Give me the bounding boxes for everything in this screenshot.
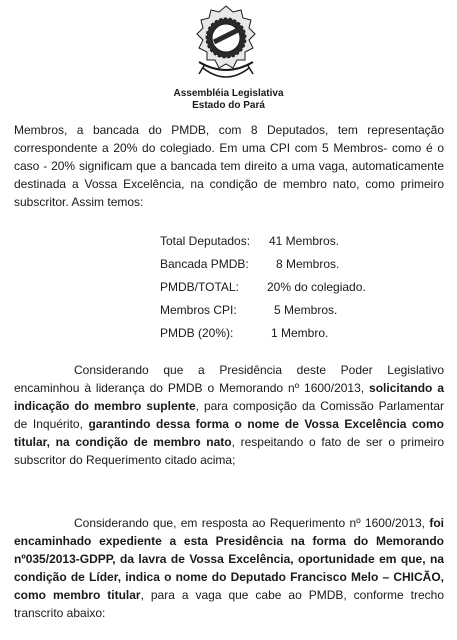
stat-value: 1 Membro. bbox=[271, 326, 329, 340]
stat-label: PMDB/TOTAL: bbox=[160, 280, 239, 294]
stat-label: PMDB (20%): bbox=[160, 326, 234, 340]
org-name: Assembléia Legislativa bbox=[173, 88, 284, 99]
stat-value: 41 Membros. bbox=[269, 234, 340, 248]
stat-value: 8 Membros. bbox=[276, 257, 340, 271]
paragraph-resposta bbox=[14, 514, 444, 622]
paragraph-text: Considerando que, em resposta ao Requerimento nº 1600/2013, bbox=[74, 516, 430, 530]
paragraph-text: , respeitando o fato de ser o primeiro subscritor do Requerimento citado acima; bbox=[14, 435, 444, 467]
stat-label: Total Deputados: bbox=[160, 234, 251, 248]
stat-value: 20% do colegiado. bbox=[267, 280, 366, 294]
stat-label: Membros CPI: bbox=[160, 303, 237, 317]
state-seal-logo bbox=[193, 4, 259, 88]
paragraph-emphasis: foi encaminhado expediente a esta Presidência na forma do Memorando nº035/2013-GDPP, da lavra de Vossa Excelência, oportunidade em que, na condição de Líder, indica o nome do Deputado Francisco Melo – CHICÃO, como membro titular bbox=[14, 516, 444, 602]
paragraph-text: Considerando que a Presidência deste Poder Legislativo encaminhou à liderança do PMDB o Memorando nº 1600/2013, bbox=[14, 363, 444, 395]
org-state: Estado do Pará bbox=[192, 100, 265, 111]
paragraph-memorando bbox=[14, 361, 444, 469]
paragraph-emphasis: solicitando a indicação do membro suplente bbox=[14, 381, 444, 413]
stat-label: Bancada PMDB: bbox=[160, 257, 249, 271]
paragraph-text: , para a vaga que cabe ao PMDB, conforme trecho transcrito abaixo: bbox=[14, 588, 444, 620]
paragraph-emphasis: garantindo dessa forma o nome de Vossa Excelência como titular, na condição de membro nato bbox=[14, 417, 444, 449]
paragraph-text: , para composição da Comissão Parlamentar de Inquérito, bbox=[14, 399, 444, 431]
stat-value: 5 Membros. bbox=[274, 303, 338, 317]
paragraph-intro: Membros, a bancada do PMDB, com 8 Deputados, tem representação correspondente a 20% do colegiado. Em uma CPI com 5 Membros- como é o caso - 20% significam que a bancada tem direito a uma vaga, automaticamente destinada a Vossa Excelência, na condição de membro nato, como primeiro subscritor. Assim temos: bbox=[14, 123, 444, 209]
